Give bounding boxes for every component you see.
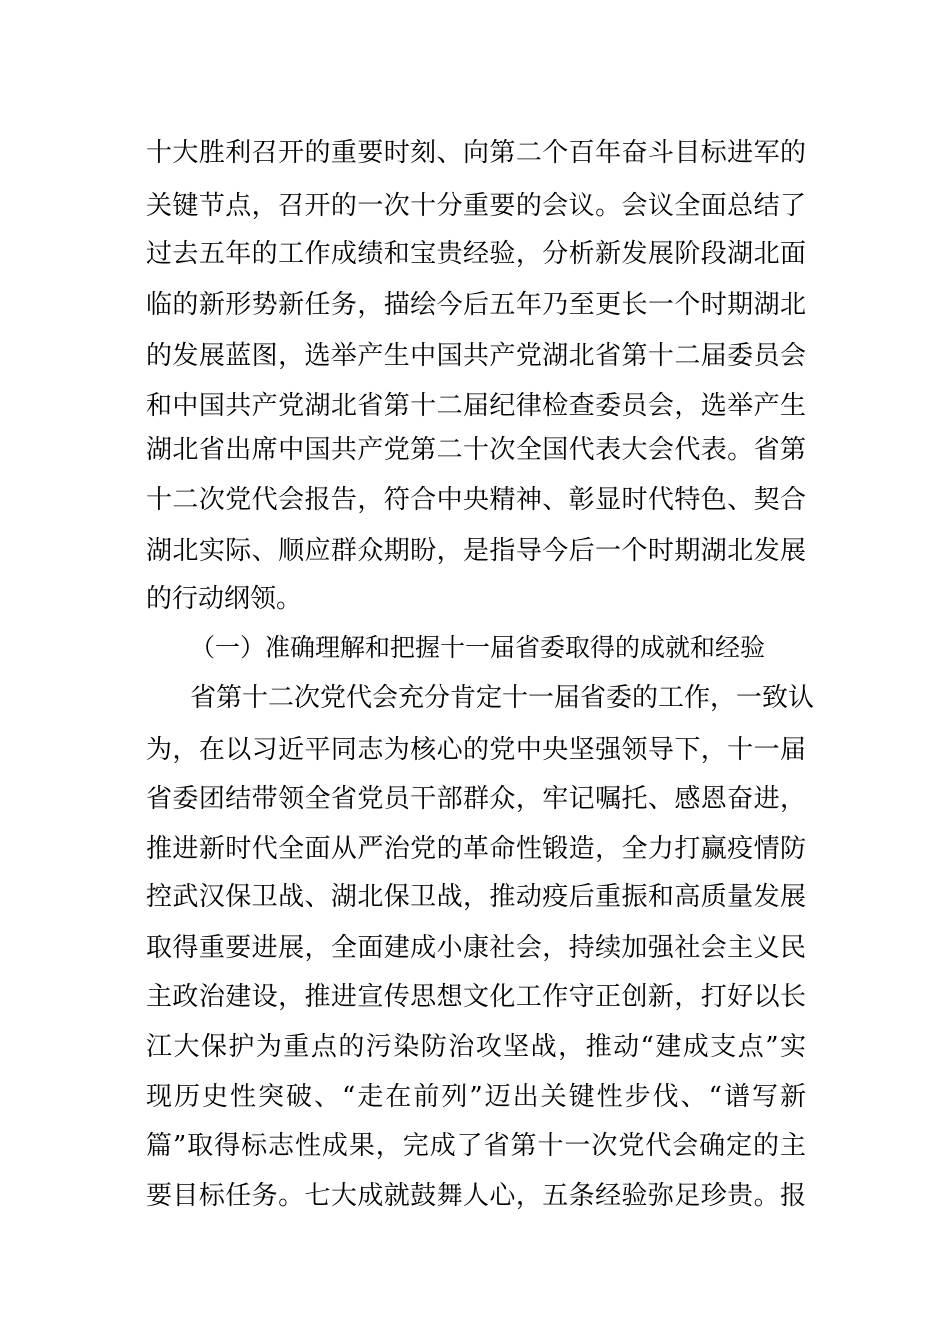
text-line: 关键节点，召开的一次十分重要的会议。会议全面总结了 [146, 191, 806, 221]
text-line: 过去五年的工作成绩和宝贵经验，分析新发展阶段湖北面 [146, 239, 806, 269]
section-heading: （一）准确理解和把握十一届省委取得的成就和经验 [190, 633, 766, 662]
text-line: 临的新形势新任务，描绘今后五年乃至更长一个时期湖北 [146, 290, 806, 320]
text-line: 现历史性突破、“走在前列”迈出关键性步伐、“谱写新 [146, 1082, 806, 1112]
text-line: 十二次党代会报告，符合中央精神、彰显时代特色、契合 [146, 485, 806, 515]
text-line: 湖北实际、顺应群众期盼，是指导今后一个时期湖北发展 [146, 536, 806, 566]
text-line: 省委团结带领全省党员干部群众，牢记嘱托、感恩奋进， [146, 784, 806, 814]
text-line: 主政治建设，推进宣传思想文化工作守正创新，打好以长 [146, 982, 806, 1012]
text-line: 控武汉保卫战、湖北保卫战，推动疫后重振和高质量发展 [146, 882, 806, 912]
text-line: 和中国共产党湖北省第十二届纪律检查委员会，选举产生 [146, 391, 806, 421]
text-line: 江大保护为重点的污染防治攻坚战，推动“建成支点”实 [146, 1032, 806, 1062]
text-line: 湖北省出席中国共产党第二十次全国代表大会代表。省第 [146, 435, 806, 465]
text-line: 的发展蓝图，选举产生中国共产党湖北省第十二届委员会 [146, 341, 806, 371]
text-line: 要目标任务。七大成就鼓舞人心，五条经验弥足珍贵。报 [146, 1181, 806, 1211]
text-line: 十大胜利召开的重要时刻、向第二个百年奋斗目标进军的 [146, 138, 806, 168]
text-line: 的行动纲领。 [146, 584, 303, 614]
text-line: 取得重要进展，全面建成小康社会，持续加强社会主义民 [146, 933, 806, 963]
text-line: 推进新时代全面从严治党的革命性锻造，全力打赢疫情防 [146, 834, 806, 864]
text-line: 省第十二次党代会充分肯定十一届省委的工作，一致认 [190, 683, 815, 713]
text-line: 篇”取得标志性成果，完成了省第十一次党代会确定的主 [146, 1131, 806, 1161]
text-line: 为，在以习近平同志为核心的党中央坚强领导下，十一届 [146, 735, 806, 765]
